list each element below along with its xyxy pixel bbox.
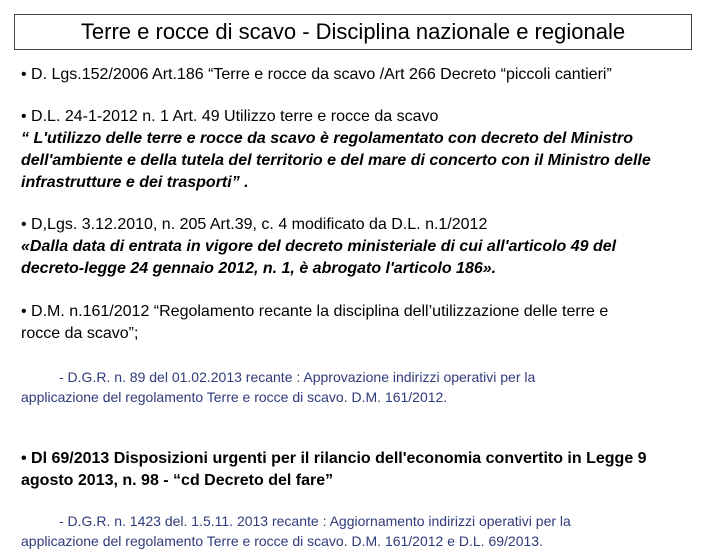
item-text: • Dl 69/2013 Disposizioni urgenti per il rilancio dell'economia convertito in Legge 9 [21,450,647,467]
sub-item-text: - D.G.R. n. 1423 del. 1.5.11. 2013 recante : Aggiornamento indirizzi operativi per la [59,513,571,529]
quote-text: dell'ambiente e della tutela del territorio e del mare di concerto con il Ministro delle [21,152,651,169]
item-text: • D. Lgs.152/2006 Art.186 “Terre e rocce da scavo /Art 266 Decreto “piccoli cantieri” [21,66,612,83]
item-text: agosto 2013, n. 98 - “cd Decreto del fare” [21,472,334,489]
page-title: Terre e rocce di scavo - Disciplina nazionale e regionale [80,19,626,44]
list-item [21,106,701,194]
quote-text: decreto-legge 24 gennaio 2012, n. 1, è abrogato l'articolo 186». [21,260,497,277]
sub-item [21,367,701,407]
list-item [21,214,701,280]
quote-text: infrastrutture e dei trasporti” . [21,174,249,191]
sub-item-text: applicazione del regolamento Terre e rocce di scavo. D.M. 161/2012 e D.L. 69/2013. [21,533,543,549]
title-box [14,14,692,50]
list-item [21,64,701,86]
quote-text: «Dalla data di entrata in vigore del decreto ministeriale di cui all'articolo 49 del [21,238,617,255]
item-text: • D,Lgs. 3.12.2010, n. 205 Art.39, c. 4 modificato da D.L. n.1/2012 [21,216,488,233]
sub-item-text: applicazione del regolamento Terre e rocce di scavo. D.M. 161/2012. [21,389,448,405]
list-item [21,301,701,345]
list-item [21,448,701,492]
sub-item-text: - D.G.R. n. 89 del 01.02.2013 recante : Approvazione indirizzi operativi per la [59,369,536,385]
item-text: rocce da scavo”; [21,325,139,342]
item-text: • D.M. n.161/2012 “Regolamento recante la disciplina dell’utilizzazione delle terre e [21,303,609,320]
item-text: • D.L. 24-1-2012 n. 1 Art. 49 Utilizzo terre e rocce da scavo [21,108,439,125]
quote-text: “ L'utilizzo delle terre e rocce da scavo è regolamentato con decreto del Ministro [21,130,633,147]
sub-item [21,511,701,551]
